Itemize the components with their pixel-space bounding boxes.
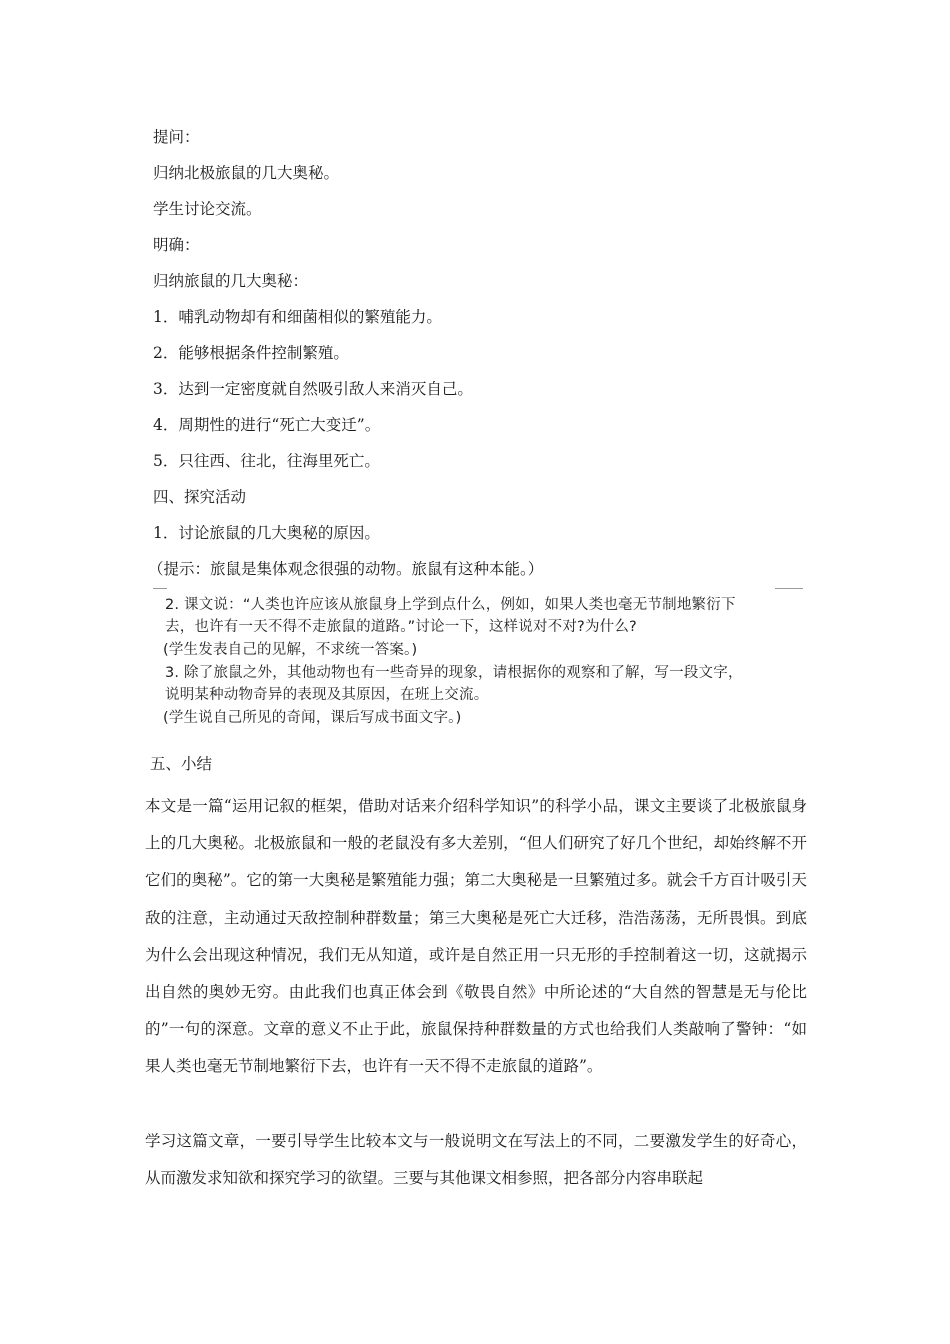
text-line-mysteries-heading: 归纳旅鼠的几大奥秘： (153, 272, 309, 290)
text-line-summarize-mysteries: 归纳北极旅鼠的几大奥秘。 (153, 164, 340, 182)
inset-line-2: 去，也许有一天不得不走旅鼠的道路。”讨论一下，这样说对不对?为什么? (165, 619, 637, 635)
inset-rule-right (775, 588, 803, 589)
summary-paragraph-1 (145, 788, 807, 1086)
inset-line-1: 2. 课文说：“人类也许应该从旅鼠身上学到点什么，例如，如果人类也毫无节制地繁衍下 (165, 597, 736, 613)
scanned-inset (163, 588, 803, 730)
inset-line-4: 3. 除了旅鼠之外，其他动物也有一些奇异的现象，请根据你的观察和了解，写一段文字， (165, 665, 743, 681)
text-line-discussion: 学生讨论交流。 (153, 200, 262, 218)
list-item-2: 2．能够根据条件控制繁殖。 (153, 344, 349, 362)
inset-line-6: (学生说自己所见的奇闻，课后写成书面文字。) (163, 710, 462, 726)
list-item-1: 1．哺乳动物却有和细菌相似的繁殖能力。 (153, 308, 442, 326)
list-item-3: 3．达到一定密度就自然吸引敌人来消灭自己。 (153, 380, 473, 398)
activity-hint: （提示：旅鼠是集体观念很强的动物。旅鼠有这种本能。） (148, 560, 544, 578)
activity-item-1: 1．讨论旅鼠的几大奥秘的原因。 (153, 524, 380, 542)
summary-paragraph-1-text: 本文是一篇“运用记叙的框架，借助对话来介绍科学知识”的科学小品，课文主要谈了北极旅鼠身上的几大奥秘。北极旅鼠和一般的老鼠没有多大差别，“但人们研究了好几个世纪，却始终解不开它们的奥秘”。它的第一大奥秘是繁殖能力强；第二大奥秘是一旦繁殖过多。就会千方百计吸引天敌的注意，主动通过天敌控制种群数量；第三大奥秘是死亡大迁移，浩浩荡荡，无所畏惧。到底为什么会出现这种情况，我们无从知道，或许是自然正用一只无形的手控制着这一切，这就揭示出自然的奥妙无穷。由此我们也真正体会到《敬畏自然》中所论述的“大自然的智慧是无与伦比的”一句的深意。文章的意义不止于此，旅鼠保持种群数量的方式也给我们人类敲响了警钟：“如果人类也毫无节制地繁衍下去，也许有一天不得不走旅鼠的道路”。 (145, 797, 807, 1076)
text-line-question: 提问： (153, 128, 200, 146)
list-item-4: 4．周期性的进行“死亡大变迁”。 (153, 416, 381, 434)
inset-rule-left (153, 588, 167, 589)
section-5-heading: 五、小结 (150, 755, 213, 773)
text-line-clarify: 明确： (153, 236, 200, 254)
inset-line-5: 说明某种动物奇异的表现及其原因，在班上交流。 (165, 687, 489, 703)
list-item-5: 5．只往西、往北，往海里死亡。 (153, 452, 380, 470)
section-4-heading: 四、探究活动 (153, 488, 247, 506)
inset-line-3: (学生发表自己的见解，不求统一答案。) (163, 642, 418, 658)
summary-paragraph-2 (145, 1123, 807, 1197)
summary-paragraph-2-text: 学习这篇文章，一要引导学生比较本文与一般说明文在写法上的不同，二要激发学生的好奇心，从而激发求知欲和探究学习的欲望。三要与其他课文相参照，把各部分内容串联起 (145, 1132, 807, 1188)
